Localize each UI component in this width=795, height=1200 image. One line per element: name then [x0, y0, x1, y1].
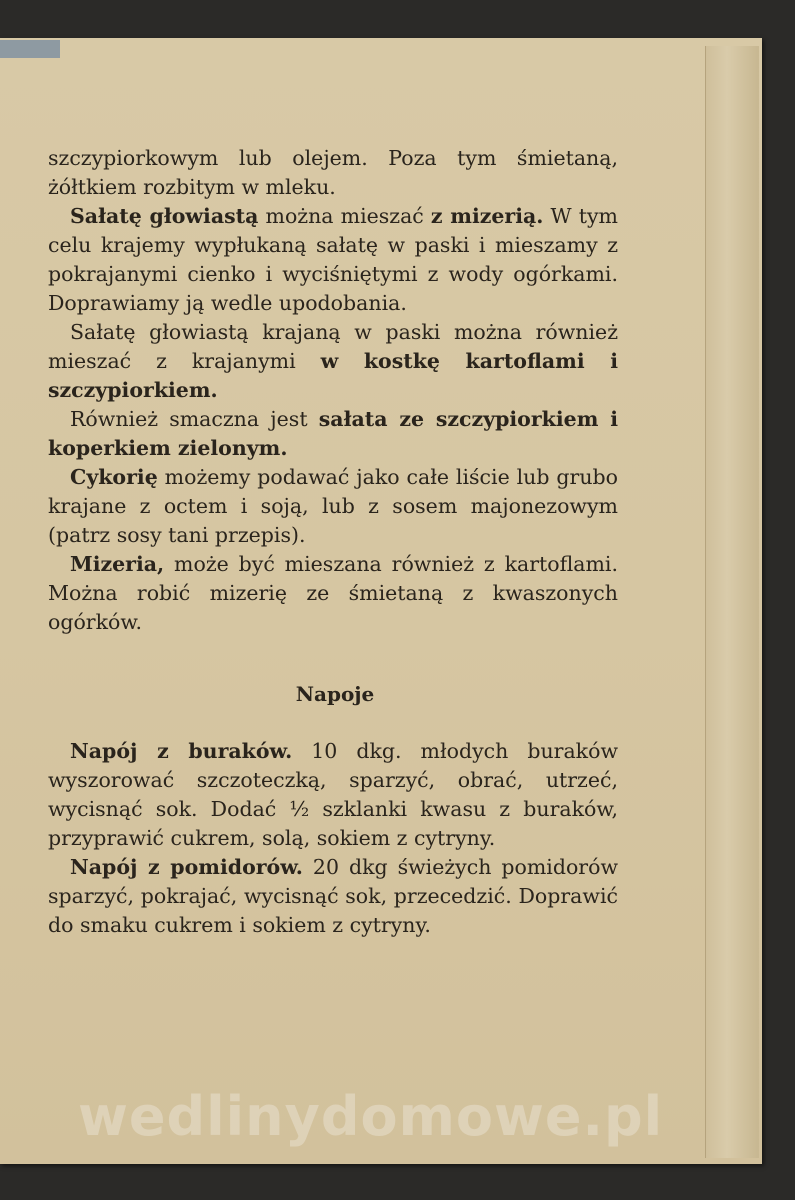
bold-term: w kostkę kartoflami i szczypiorkiem. [48, 349, 618, 402]
paragraph [48, 318, 618, 405]
text-run: Również smaczna jest [70, 407, 319, 431]
text-run: 20 dkg świeżych pomidorów sparzyć, pokrajać, wycisnąć sok, przecedzić. Doprawić do smaku cukrem i sokiem z cytryny. [48, 855, 618, 937]
bold-term: Napój z buraków. [70, 739, 293, 763]
paragraph [48, 853, 618, 940]
paragraph [48, 550, 618, 637]
bold-term: z mizerią. [430, 204, 544, 228]
bold-term: Cykorię [70, 465, 158, 489]
bold-term: Sałatę głowiastą [70, 204, 259, 228]
binding-strip [0, 40, 60, 58]
bold-term: Napój z pomidorów. [70, 855, 303, 879]
text-run: możemy podawać jako całe liście lub grubo krajane z octem i soją, lub z sosem majonezowym (patrz sosy tani przepis). [48, 465, 618, 547]
body-text-bottom [48, 737, 618, 940]
text-run: szczypiorkowym lub olejem. Poza tym śmietaną, żółtkiem rozbitym w mleku. [48, 146, 618, 199]
section-heading: Napoje [295, 682, 375, 706]
text-run: można mieszać [258, 204, 431, 228]
watermark: wedlinydomowe.pl [78, 1085, 664, 1148]
text-run: W tym celu krajemy wypłukaną sałatę w paski i mieszamy z pokrajanymi cienko i wyciśniętymi z wody ogórkami. Doprawiamy ją wedle upodobania. [48, 204, 618, 315]
bold-term: Mizeria, [70, 552, 165, 576]
bold-term: sałata ze szczypiorkiem i koperkiem zielonym. [48, 407, 618, 460]
paragraph [48, 202, 618, 318]
paragraph [48, 144, 618, 202]
text-run: może być mieszana również z kartoflami. Można robić mizerię ze śmietaną z kwaszonych ogórków. [48, 552, 618, 634]
paragraph [48, 405, 618, 463]
text-run: 10 dkg. młodych buraków wyszorować szczoteczką, sparzyć, obrać, utrzeć, wycisnąć sok. Dodać ½ szklanki kwasu z buraków, przyprawić cukrem, solą, sokiem z cytryny. [48, 739, 618, 850]
page-edge [705, 46, 759, 1158]
body-text-top [48, 144, 618, 637]
paragraph [48, 737, 618, 853]
text-run: Sałatę głowiastą krajaną w paski można również mieszać z krajanymi [48, 320, 618, 373]
paragraph [48, 463, 618, 550]
